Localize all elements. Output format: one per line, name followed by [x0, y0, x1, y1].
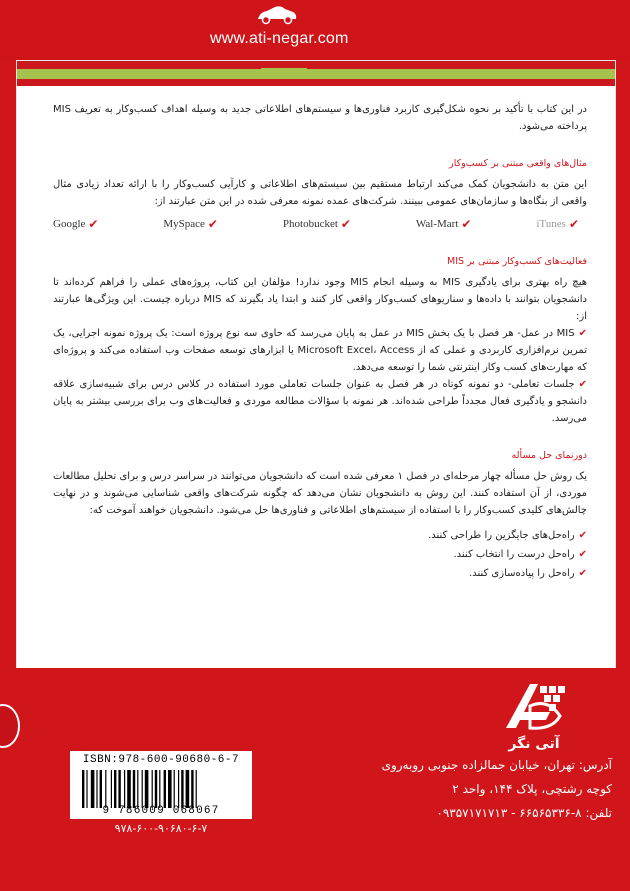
barcode-bar	[196, 770, 197, 808]
publisher-name: آتی نگر	[508, 736, 560, 752]
check-icon: ✔	[578, 530, 587, 541]
check-icon: ✔	[578, 379, 587, 390]
section3-bullets	[53, 527, 587, 582]
check-icon: ✔	[578, 328, 587, 339]
green-stripe	[17, 69, 615, 79]
section3-paragraph: یک روش حل مسأله چهار مرحله‌ای در فصل ۱ معرفی شده است که دانشجویان می‌توانند در سراسر درس و برای تحلیل مطالعات موردی، از آن استفاده کنند. این روش به دانشجویان نشان می‌دهد که چگونه شرکت‌های واقعی شناسایی می‌شوند و در نهایت چالش‌های کلیدی کسب‌وکار را با استفاده از سیستم‌های اطلاعاتی و فناوری‌ها حل می‌شود. دانشجویان خواهند آموخت که:	[53, 471, 587, 516]
barcode-bar	[159, 770, 160, 808]
barcode-bar	[124, 770, 125, 808]
barcode-bar	[174, 770, 175, 808]
section1-paragraph: این متن به دانشجویان کمک می‌کند ارتباط مستقیم بین سیستم‌های اطلاعاتی و کارآیی کسب‌وکار را با ارائه تعداد زیادی مثال واقعی از بنگاه‌ها و سازمان‌های عمومی ببینند. شرکت‌های عمده نمونه معرفی شده در این متن عبارتند از:	[53, 179, 587, 207]
barcode-bar	[127, 770, 131, 808]
check-icon: ✔	[568, 217, 579, 231]
barcode-bar	[111, 770, 112, 808]
content-panel	[16, 60, 616, 670]
isbn-number: ISBN:978-600-90680-6-7	[82, 754, 240, 766]
barcode-bar	[100, 770, 102, 808]
check-icon: ✔	[578, 549, 587, 560]
barcode-bar	[155, 770, 157, 808]
barcode-bar	[118, 770, 120, 808]
section1-heading: مثال‌های واقعی مبتنی بر کسب‌وکار	[449, 158, 587, 169]
publisher-logo-icon	[500, 676, 570, 736]
brand-item: Photobucket ✔	[282, 217, 351, 231]
barcode-bar	[86, 770, 87, 808]
intro-paragraph: در این کتاب با تأکید بر نحوه شکل‌گیری کاربرد فناوری‌ها و سیستم‌های اطلاعاتی جدید به وسیله اهداف کسب‌وکار به تعریف MIS پرداخته می‌شود.	[53, 104, 587, 132]
address-block	[300, 753, 612, 825]
isbn-persian: ۹۷۸-۶۰۰-۹۰۶۸۰-۶-۷	[114, 822, 208, 835]
green-tab	[261, 68, 307, 74]
barcode-bar	[145, 770, 149, 808]
barcode-bar	[152, 770, 153, 808]
barcode-bar	[133, 770, 135, 808]
barcode-bar	[137, 770, 138, 808]
barcode-bar	[91, 770, 95, 808]
website-url[interactable]: www.ati-negar.com	[210, 30, 349, 47]
barcode-bar	[186, 770, 190, 808]
address-line: کوچه رشتچی، پلاک ۱۴۴، واحد ۲	[452, 782, 612, 796]
check-icon: ✔	[340, 217, 351, 231]
section2-item: ✔جلسات تعاملی- دو نمونه کوتاه در هر فصل به عنوان جلسات تعاملی مورد استفاده در کلاس درس برای شبیه‌سازی علاقه دانشجو و یادگیری فعال مجدداً طراحی شده‌اند. هر نمونه با سؤالات مطالعه موردی و فعالیت‌های وب برای بررسی بیشتر به پایان می‌رسد.	[53, 379, 587, 424]
barcode-bar	[168, 770, 172, 808]
section3-heading: دورنمای حل مسأله	[511, 450, 587, 461]
red-stripe	[17, 79, 615, 86]
section2-item: ✔MIS در عمل- هر فصل با یک بخش MIS در عمل به پایان می‌رسد که حاوی سه نوع پروژه است: یک پروژه نمونه اجرایی، یک تمرین نرم‌افزاری کاربردی و عملی که از Microsoft Excel، Access یا ابزارهای توسعه صفحات وب استفاده می‌کند و پروژه‌ای که مهارت‌های کسب وکار اینترنتی شما را توسعه می‌دهد.	[53, 328, 587, 373]
list-item: ✔راه‌حل درست را انتخاب کنند.	[453, 549, 587, 560]
address-line: آدرس: تهران، خیابان جمالزاده جنوبی روبه‌روی	[381, 758, 612, 772]
barcode-bar	[164, 770, 166, 808]
check-icon: ✔	[461, 217, 472, 231]
barcode-icon	[80, 770, 242, 808]
barcode-bar	[142, 770, 143, 808]
section2-heading: فعالیت‌های کسب‌وکار مبتنی بر MIS	[447, 256, 587, 267]
brand-item: MySpace ✔	[163, 217, 218, 231]
section2-paragraph: هیچ راه بهتری برای یادگیری MIS به وسیله انجام MIS وجود ندارد! مؤلفان این کتاب، پروژه‌های عملی را فراهم کرده‌اند تا دانشجویان بتوانند با داده‌ها و سناریوهای کسب‌وکار واقعی کار کنند و ابتدا یاد بگیرند که MIS درباره چیست. این ویژگی‌ها عبارتند از:	[53, 277, 588, 322]
brand-item: Wal-Mart ✔	[415, 217, 472, 231]
barcode-digits: 9 786009 068067	[102, 805, 220, 817]
list-item: ✔راه‌حل را پیاده‌سازی کنند.	[469, 568, 587, 579]
check-icon: ✔	[578, 568, 587, 579]
barcode-bar	[178, 770, 179, 808]
brand-list	[53, 216, 579, 233]
check-icon: ✔	[207, 217, 218, 231]
description-text	[53, 101, 587, 584]
barcode-bar	[96, 770, 97, 808]
barcode-bar	[82, 770, 84, 808]
barcode-bar	[191, 770, 193, 808]
brand-item: Google ✔	[53, 217, 99, 231]
car-logo-icon	[255, 4, 299, 26]
list-item: ✔راه‌حل‌های جایگزین را طراحی کنند.	[428, 530, 587, 541]
barcode-bar	[105, 770, 106, 808]
barcode-bar	[114, 770, 116, 808]
check-icon: ✔	[88, 217, 99, 231]
barcode-bar	[181, 770, 183, 808]
brand-item: iTunes ✔	[536, 217, 579, 231]
top-stripe	[17, 61, 615, 69]
phone-line: تلفن: ۸-۶۶۵۶۵۳۳۶ - ۰۹۳۵۷۱۷۱۷۱۳	[436, 806, 612, 820]
